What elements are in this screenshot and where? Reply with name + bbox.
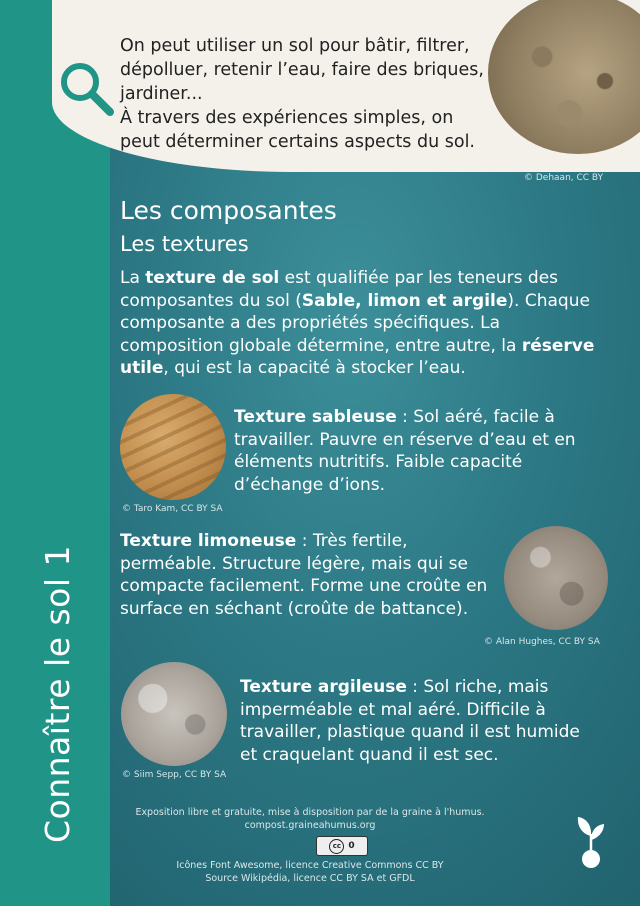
footer-line-4: Source Wikipédia, licence CC BY SA et GFDL (205, 873, 415, 884)
texture-sand-text: : Sol aéré, facile à travailler. Pauvre en réserve d’eau et en éléments nutritifs. Faible capacité d’échange d’ions. (234, 407, 576, 495)
section-subheading: Les textures (120, 232, 249, 256)
clay-photo (121, 662, 227, 766)
credit-silt-photo: © Alan Hughes, CC BY SA (484, 637, 600, 647)
footer-link[interactable]: compost.graineahumus.org (244, 820, 376, 831)
side-title: Connaître le sol 1 (38, 544, 77, 843)
intro-line-1: On peut utiliser un sol pour bâtir, filtrer, dépolluer, retenir l’eau, faire des briques, jardiner... (120, 36, 484, 104)
intro-text (120, 34, 490, 154)
copyright-icon: © (122, 770, 134, 780)
texture-clay (240, 676, 600, 766)
credit-sand-photo: © Taro Kam, CC BY SA (122, 504, 223, 514)
footer-licenses (110, 859, 510, 885)
cc-zero-label: 0 (348, 841, 355, 851)
seedling-icon (574, 812, 608, 870)
cc-zero-badge (316, 836, 368, 856)
texture-silt (120, 530, 496, 620)
sand-photo (120, 394, 226, 500)
soil-photo-top (488, 0, 640, 154)
copyright-icon: © (122, 504, 134, 514)
silt-photo (504, 526, 608, 630)
cc-icon: cc (329, 839, 344, 854)
texture-clay-text: : Sol riche, mais imperméable et mal aéré. Difficile à travailler, plastique quand il est humide et craquelant quand il est sec. (240, 677, 580, 765)
footer-line-3: Icônes Font Awesome, licence Creative Commons CC BY (176, 860, 444, 871)
texture-paragraph: La texture de sol est qualifiée par les teneurs des composantes du sol (Sable, limon et argile). Chaque composante a des propriétés spécifiques. La composition globale détermine, entre autre, la réserve utile, qui est la capacité à stocker l’eau. (120, 268, 595, 379)
footer-credits (110, 806, 510, 832)
section-heading: Les composantes (120, 196, 337, 225)
texture-silt-text: : Très fertile, perméable. Structure légère, mais qui se compacte facilement. Forme une croûte en surface en séchant (croûte de battance). (120, 531, 488, 619)
intro-line-2: À travers des expériences simples, on peut déterminer certains aspects du sol. (120, 108, 475, 152)
search-icon (58, 60, 116, 118)
texture-sand-title: Texture sableuse (234, 407, 397, 427)
copyright-icon: © (524, 173, 536, 183)
credit-top-photo: © Dehaan, CC BY (524, 173, 604, 183)
texture-clay-title: Texture argileuse (240, 677, 407, 697)
copyright-icon: © (484, 637, 496, 647)
credit-clay-photo: © Siim Sepp, CC BY SA (122, 770, 227, 780)
texture-sand (234, 406, 604, 496)
footer-line-1: Exposition libre et gratuite, mise à disposition par de la graine à l'humus. (135, 807, 485, 818)
texture-silt-title: Texture limoneuse (120, 531, 297, 551)
